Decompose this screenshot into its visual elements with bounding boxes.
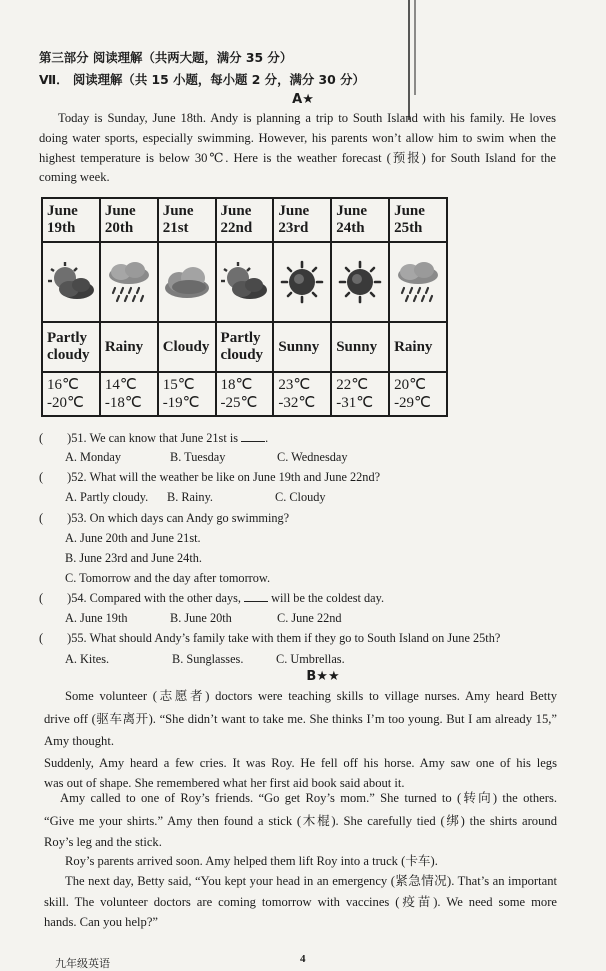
temperature-cell: 15℃ -19℃ [158,372,216,416]
icon-cell [389,242,447,322]
partly-cloudy-icon [45,260,97,304]
answer-blank[interactable] [241,430,265,442]
sun-icon [276,260,328,304]
icon-cell [331,242,389,322]
passage-a-line-4: coming week. [39,170,110,184]
weather-forecast-table [41,197,448,417]
part-heading: 第三部分 阅读理解（共两大题，满分 35 分） [39,50,293,65]
option[interactable]: B. Sunglasses. [172,652,244,666]
passage-b-line: was out of shape. She remembered what her first aid book said about it. [44,776,405,790]
page-number: 4 [300,953,306,965]
passage-a-line-1: Today is Sunday, June 18th. Andy is planning a trip to South Island with his family. He loves [58,111,556,125]
option[interactable]: C. Cloudy [275,490,326,504]
option[interactable]: B. Tuesday [170,450,226,464]
condition-cell: Partly cloudy [42,322,100,372]
passage-b-line: Amy thought. [44,734,114,748]
temperature-cell: 23℃ -32℃ [273,372,331,416]
temperature-cell: 16℃ -20℃ [42,372,100,416]
footer-grade-subject: 九年级英语 [55,957,110,970]
condition-cell: Cloudy [158,322,216,372]
question-53: ( )53. On which days can Andy go swimming? [39,511,290,525]
passage-a-label: A★ [292,92,314,107]
passage-b-line: The next day, Betty said, “You kept your head in an emergency (紧急情况). That’s an important [65,874,557,888]
passage-b-line: skill. The volunteer doctors are coming tomorrow with vaccines (疫苗). We need some more [44,895,557,909]
option[interactable]: C. Tomorrow and the day after tomorrow. [65,571,271,585]
question-51-options [65,449,348,465]
question-54-options [65,610,342,626]
date-cell: June 20th [100,198,158,242]
temperature-cell: 18℃ -25℃ [216,372,274,416]
condition-cell: Sunny [331,322,389,372]
date-cell: June 22nd [216,198,274,242]
passage-b-line: Roy’s parents arrived soon. Amy helped them lift Roy into a truck (卡车). [65,854,438,868]
partly-cloudy-icon [218,260,270,304]
icon-cell [158,242,216,322]
fold-mark [414,0,416,95]
cloud-icon [161,260,213,304]
condition-cell: Sunny [273,322,331,372]
passage-b-line: hands. Can you help?” [44,915,159,929]
question-52-options [65,489,326,505]
answer-blank[interactable] [244,590,268,602]
condition-cell: Rainy [100,322,158,372]
option[interactable]: C. Wednesday [277,450,348,464]
option[interactable]: B. June 23rd and June 24th. [65,551,202,565]
option[interactable]: A. Monday [65,450,122,464]
date-cell: June 24th [331,198,389,242]
passage-b-line: Suddenly, Amy heard a few cries. It was Roy. He fell off his horse. Amy saw one of his legs [44,756,557,770]
date-cell: June 25th [389,198,447,242]
section-heading: Ⅶ． 阅读理解（共 15 小题，每小题 2 分，满分 30 分） [39,72,365,87]
condition-cell: Rainy [389,322,447,372]
passage-b-line: Amy called to one of Roy’s friends. “Go get Roy’s mom.” She turned to (转向) the others. [60,791,557,805]
passage-b-line: Some volunteer (志愿者) doctors were teaching skills to village nurses. Amy heard Betty [65,689,557,703]
passage-b-line: drive off (驱车离开). “She didn’t want to take me. She thinks I’m too young. But I am already 15,” [44,712,557,726]
option[interactable]: B. June 20th [170,611,232,625]
option[interactable]: C. Umbrellas. [276,652,345,666]
passage-a-line-2: doing water sports, especially swimming. However, his parents won’t allow him to swim when the [39,131,556,145]
question-54: ( )54. Compared with the other days, will be the coldest day. [39,591,385,605]
sun-icon [334,260,386,304]
passage-b-label: B★★ [306,669,340,684]
date-cell: June 21st [158,198,216,242]
option[interactable]: B. Rainy. [167,490,213,504]
temperature-cell: 20℃ -29℃ [389,372,447,416]
option[interactable]: A. June 19th [65,611,128,625]
passage-b-line: Roy’s leg and the stick. [44,835,162,849]
question-55-options [65,651,345,667]
temperature-cell: 22℃ -31℃ [331,372,389,416]
option[interactable]: A. Kites. [65,652,110,666]
date-cell: June 19th [42,198,100,242]
option[interactable]: A. Partly cloudy. [65,490,149,504]
icon-cell [216,242,274,322]
rain-icon [103,260,155,304]
temperature-cell: 14℃ -18℃ [100,372,158,416]
condition-cell: Partly cloudy [216,322,274,372]
passage-b-line: “Give me your shirts.” Amy then found a stick (木棍). She carefully tied (绑) the shirts around [44,814,557,828]
option[interactable]: A. June 20th and June 21st. [65,531,201,545]
passage-a-line-3: highest temperature is below 30℃. Here is the weather forecast (预报) for South Island for the [39,151,556,165]
rain-icon [392,260,444,304]
answer-paren: ( [39,431,44,445]
question-51: ( )51. We can know that June 21st is . [39,431,269,445]
icon-cell [100,242,158,322]
icon-cell [273,242,331,322]
date-cell: June 23rd [273,198,331,242]
question-52: ( )52. What will the weather be like on June 19th and June 22nd? [39,470,381,484]
option[interactable]: C. June 22nd [277,611,342,625]
icon-cell [42,242,100,322]
question-55: ( )55. What should Andy’s family take with them if they go to South Island on June 25th? [39,631,501,645]
